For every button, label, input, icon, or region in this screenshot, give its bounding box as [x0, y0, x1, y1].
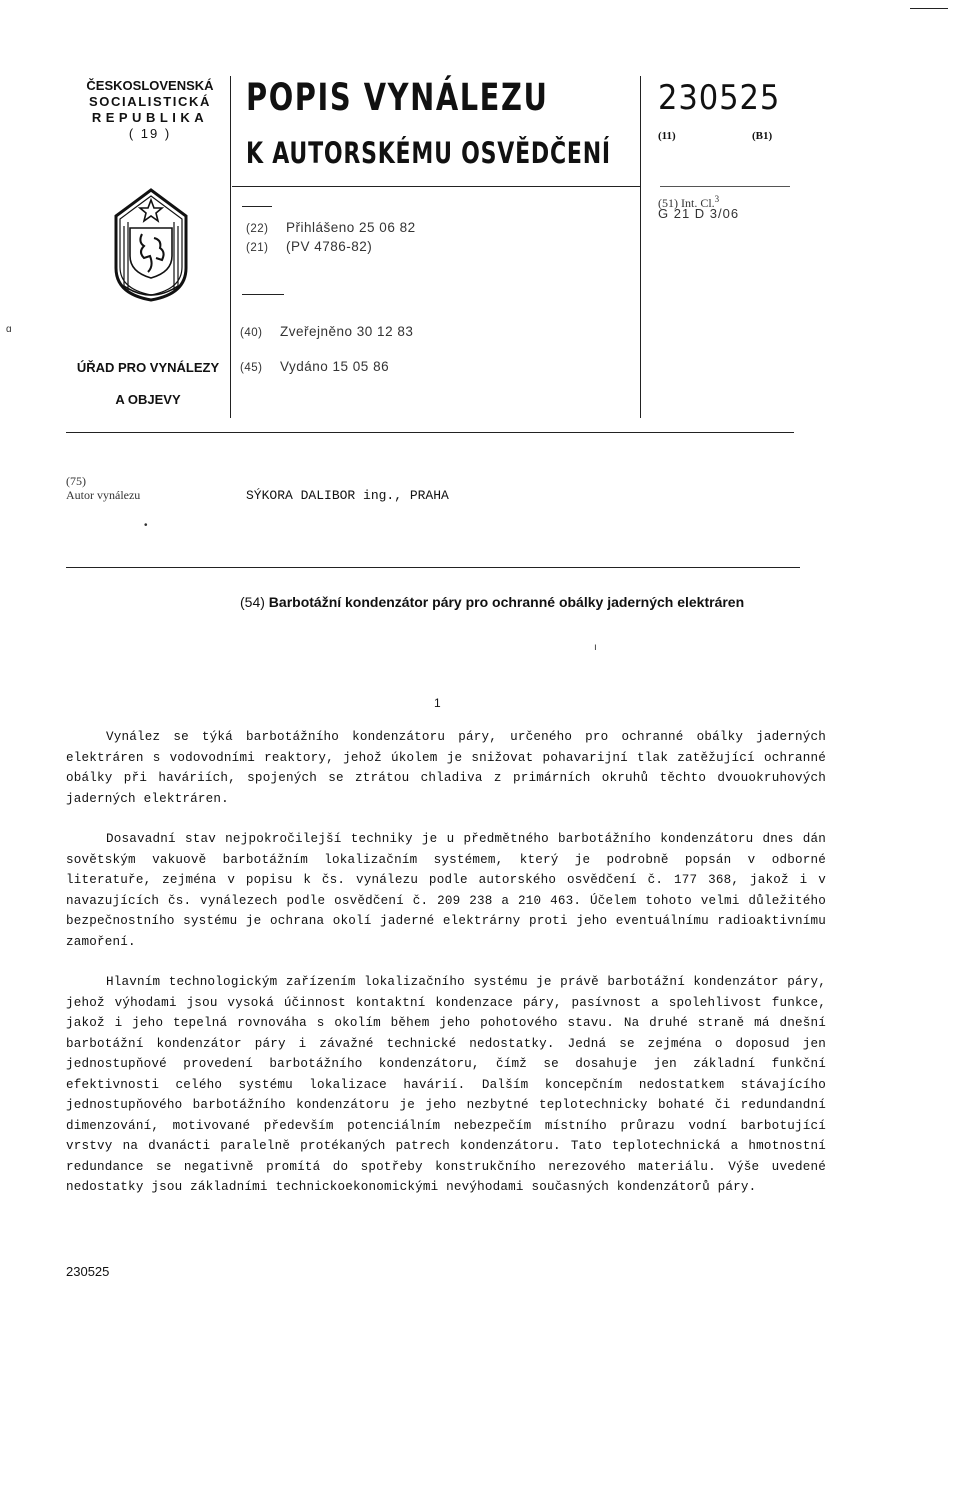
short-rule-2 — [242, 294, 284, 295]
code-75: (75) — [66, 474, 86, 488]
header-rule-bottom — [66, 432, 794, 433]
scan-dot-3: ɑ — [6, 324, 12, 335]
invention-title: Barbotážní kondenzátor páry pro ochranné obálky jaderných elektráren — [268, 594, 745, 610]
header-divider-right — [640, 76, 641, 418]
corner-mark — [910, 8, 948, 9]
application-number-row — [246, 239, 372, 254]
document-subtitle: K AUTORSKÉMU OSVĚDČENÍ — [246, 136, 611, 170]
office-name — [68, 352, 228, 416]
issued-row — [240, 359, 389, 374]
paragraph-1: Vynález se týká barbotážního kondenzátoru páry, určeného pro ochranné obálky jaderných elektráren s vodovodními reaktory, jehož úkolem je snižovat pohavarijní tlak zatěžující ochranné obálky při haváriích, spojených se ztrátou chladiva z primárních okruhů těchto dvouokruhových jaderných elektráren. — [66, 730, 826, 806]
filing-date-row — [246, 220, 416, 235]
paragraph-2: Dosavadní stav nejpokročilejší techniky je u předmětného barbotážního kondenzátoru dnes dán sovětským vakuově barbotážním lokalizačním systémem, který je podrobně popsán v odborné literatuře, zejména v popisu k čs. vynálezu podle autorského osvědčení č. 177 368, jakož i v navazujících čs. vynálezech podle osvědčení č. 209 238 a 210 463. Účelem tohoto velmi důležitého bezpečnostního systému je ochrana okolí jaderné elektrárny proti jeho eventuálnímu radioaktivnímu zamoření. — [66, 832, 826, 949]
header-rule-code — [660, 186, 790, 187]
country-name — [80, 78, 220, 142]
author-label: Autor vynálezu — [66, 488, 141, 502]
invention-title-row — [240, 594, 744, 610]
code-40: (40) — [240, 327, 263, 339]
paragraph-3: Hlavním technologickým zařízením lokalizačního systému je právě barbotážní kondenzátor páry, jehož výhodami jsou vysoká účinnost kontaktní kondenzace páry, pasívnost a spolehlivost funkce, jakož i jeho tepelná rovnováha s okolím během jeho pohotového stavu. Na druhé straně má dnešní barbotážní kondenzátor páry i závažné technické nedostatky. Jedná se zejména o doposud jen jednostupňové provedení barbotážního kondenzátoru, čímž se dosahuje jen základní funkční efektivnosti celého systému lokalizace havárií. Dalším koncepčním nedostatkem stávajícího jednostupňového barbotážního kondenzátoru je jeho nezbytné teplotechnicky bohaté či redundandní dimenzování, motivované především potenciálním nebezpečím místního průrazu vodní barbotující vrstvy na dvanácti paralelně protékaných patrech kondenzátoru. Tato teplotechnická a hmotnostní redundance se negativně promítá do spotřeby konstrukčního nerezového materiálu. Výše uvedené nedostatky jsou základními technickoekonomickými nevýhodami současných kondenzátorů páry. — [66, 975, 826, 1194]
code-54: (54) — [240, 594, 265, 610]
issued-date: Vydáno 15 05 86 — [280, 359, 390, 374]
state-emblem-icon — [108, 186, 194, 302]
office-line-2: A OBJEVY — [115, 392, 181, 407]
author-label-block — [66, 474, 140, 502]
published-row — [240, 324, 413, 339]
page-number: 1 — [434, 696, 441, 710]
code-11: (11) — [658, 130, 676, 142]
footer-patent-number: 230525 — [66, 1264, 110, 1279]
header-rule-title — [232, 186, 640, 187]
int-cl-text: (51) Int. Cl. — [658, 196, 715, 210]
patent-number: 230525 — [658, 78, 781, 118]
document-title: POPIS VYNÁLEZU — [246, 76, 549, 119]
filing-date: Přihlášeno 25 06 82 — [286, 220, 416, 235]
author-rule — [66, 567, 800, 568]
int-cl-code: G 21 D 3/06 — [658, 206, 740, 221]
country-line-3: REPUBLIKA — [91, 110, 209, 125]
scan-dot-1: • — [144, 520, 148, 531]
short-rule-1 — [242, 206, 272, 207]
application-number: (PV 4786-82) — [286, 239, 373, 254]
scan-dot-2: ı — [594, 642, 597, 653]
code-22: (22) — [246, 223, 269, 235]
code-45: (45) — [240, 362, 263, 374]
code-b1: (B1) — [752, 130, 773, 142]
header-divider-left — [230, 76, 231, 418]
published-date: Zveřejněno 30 12 83 — [280, 324, 414, 339]
author-name: SÝKORA DALIBOR ing., PRAHA — [246, 488, 449, 503]
country-line-2: SOCIALISTICKÁ — [89, 94, 211, 109]
country-line-1: ČESKOSLOVENSKÁ — [86, 78, 214, 93]
code-21: (21) — [246, 242, 269, 254]
office-line-1: ÚŘAD PRO VYNÁLEZY — [76, 360, 220, 375]
country-code: ( 19 ) — [128, 126, 172, 141]
int-cl-sup: 3 — [714, 194, 720, 204]
